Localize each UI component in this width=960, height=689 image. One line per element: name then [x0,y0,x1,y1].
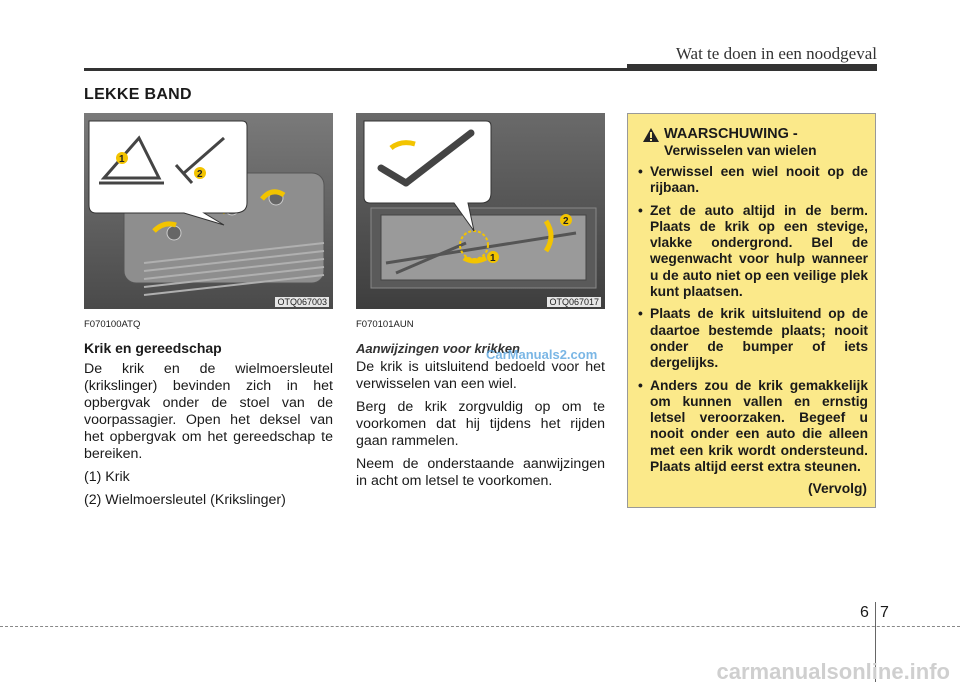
callout-2: 2 [197,169,203,180]
warning-item: • Plaats de krik uitsluitend op de daartoe bestemde plaats; nooit onder de bumper of iets dergelijks. [638,306,868,371]
paragraph: De krik en de wielmoersleutel (krikslinger) bevinden zich in het opbergvak onder de stoel van de voorpassagier. Open het deksel van het opbergvak om het gereedschap te bereiken. [84,361,333,462]
paragraph: Berg de krik zorgvuldig op om te voorkomen dat hij tijdens het rijden gaan rammelen. [356,399,605,449]
figure-code: OTQ067003 [277,297,327,307]
figure-code: OTQ067017 [549,297,599,307]
footer-rule [0,626,960,627]
footer-watermark: carmanualsonline.info [716,659,950,684]
chapter-title: Wat te doen in een noodgeval [675,44,877,63]
callout-1: 1 [490,253,496,264]
warning-box [627,113,876,508]
warning-item: • Verwissel een wiel nooit op de rijbaan. [638,164,868,197]
warning-triangle-icon [642,127,660,143]
warning-item: • Anders zou de krik gemakkelijk om kunnen vallen en ernstig letsel veroorzaken. Begeef u nooit onder een auto die alleen met een krik wordt ondersteund. Plaats altijd eerst extra steunen. [638,378,868,476]
callout-1: 1 [119,154,125,165]
figure-jack-tools-illustration [84,113,333,309]
paragraph-code: F070100ATQ [84,319,141,330]
header-rule-thick [627,64,877,71]
figure-jack-storage-illustration [356,113,605,309]
warning-item: • Zet de auto altijd in de berm. Plaats de krik op een stevige, vlakke ondergrond. Bel de wegenwacht voor hulp wanneer u de auto niet op een veilige plek kunt plaatsen. [638,203,868,301]
page-chapter-number: 6 [860,604,869,621]
subheading-jacking-instructions: Aanwijzingen voor krikken [356,341,520,356]
watermark: CarManuals2.com [486,347,598,362]
warning-subtitle: Verwisselen van wielen [664,143,817,158]
column-middle [356,316,605,496]
paragraph: De krik is uitsluitend bedoeld voor het verwisselen van een wiel. [356,359,605,392]
warning-list [638,164,868,481]
list-item: (2) Wielmoersleutel (Krikslinger) [84,492,286,508]
subheading-jack-tools: Krik en gereedschap [84,340,222,356]
paragraph: Neem de onderstaande aanwijzingen in acht om letsel te voorkomen. [356,456,605,489]
continued-label: (Vervolg) [807,480,867,496]
list-item: (1) Krik [84,469,130,485]
callout-2: 2 [563,216,569,227]
section-title: LEKKE BAND [84,86,192,103]
column-left [84,316,333,515]
figure-jack-tools [84,113,333,309]
figure-jack-storage [356,113,605,309]
page-number: 7 [880,604,889,621]
paragraph-code: F070101AUN [356,319,414,330]
warning-title: WAARSCHUWING - [664,126,798,142]
